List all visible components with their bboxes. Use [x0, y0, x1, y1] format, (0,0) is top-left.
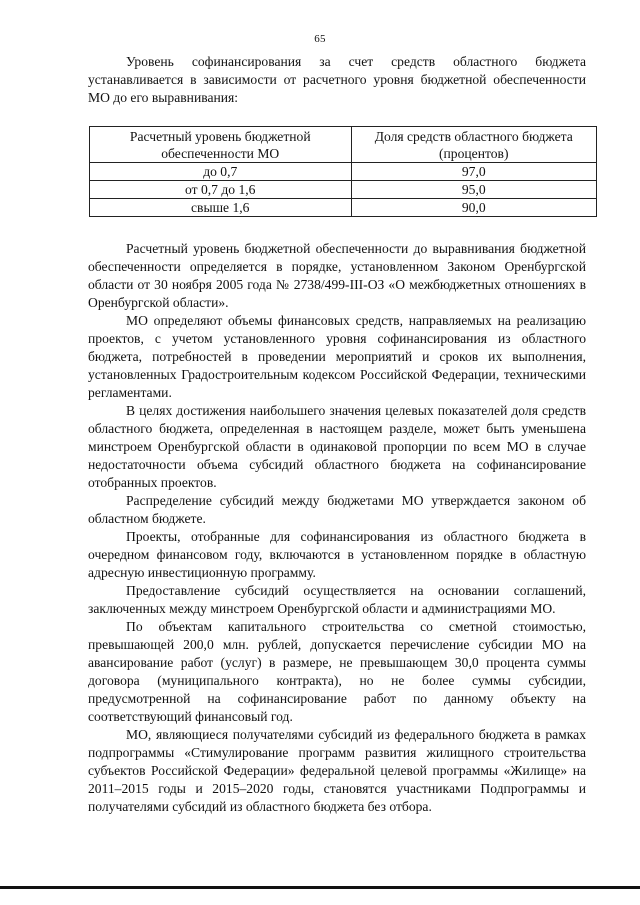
table-cell-level: свыше 1,6 [90, 199, 352, 217]
paragraph-advance-payment: По объектам капитального строительства со сметной стоимостью, превышающей 200,0 млн. рублей, допускается перечисление субсидии МО на авансирование работ (услуг) в размере, не превышающем 30,0 процента суммы договора (муниципального контракта), но не более суммы субсидии, предусмотренной на софинансирование работ по данному объекту на соответствующий финансовый год. [88, 619, 586, 724]
paragraph-distribution: Распределение субсидий между бюджетами МО утверждается законом об областном бюджете. [88, 493, 586, 526]
paragraph-share-reduction: В целях достижения наибольшего значения целевых показателей доля средств областного бюджета, определенная в настоящем разделе, может быть уменьшена минстроем Оренбургской области в одинаковой пропорции по всем МО в случае недостаточности объема субсидий областного бюджета на софинансирование отобранных проектов. [88, 403, 586, 490]
intro-block [88, 53, 586, 107]
table-row [90, 199, 597, 217]
body-text [88, 240, 586, 816]
table-cell-level: до 0,7 [90, 163, 352, 181]
header-regional-share: Доля средств областного бюджета (процентов) [351, 127, 597, 163]
paragraph-investment-program: Проекты, отобранные для софинансирования из областного бюджета в очередном финансовом году, включаются в установленном порядке в областную адресную инвестиционную программу. [88, 529, 586, 580]
table-cell-share: 90,0 [351, 199, 597, 217]
table-row [90, 163, 597, 181]
paragraph-federal-participants: МО, являющиеся получателями субсидий из федерального бюджета в рамках подпрограммы «Стимулирование программ развития жилищного строительства субъектов Российской Федерации» федеральной целевой программы «Жилище» на 2011–2015 годы и 2015–2020 годы, становятся участниками Подпрограммы и получателями субсидий из областного бюджета без отбора. [88, 727, 586, 814]
bottom-rule [0, 886, 640, 889]
table-cell-level: от 0,7 до 1,6 [90, 181, 352, 199]
table-cell-share: 95,0 [351, 181, 597, 199]
paragraph-agreements: Предоставление субсидий осуществляется на основании соглашений, заключенных между минстроем Оренбургской области и администрациями МО. [88, 583, 586, 616]
table-header-row [90, 127, 597, 163]
table-header [90, 127, 597, 163]
paragraph-budget-level-definition: Расчетный уровень бюджетной обеспеченности до выравнивания бюджетной обеспеченности определяется в порядке, установленном Законом Оренбургской области от 30 ноября 2005 года № 2738/499-III-ОЗ «О межбюджетных отношениях в Оренбургской области». [88, 241, 586, 310]
cofinancing-table [89, 126, 597, 217]
table-body [90, 163, 597, 217]
page-number: 65 [314, 33, 326, 45]
table-row [90, 181, 597, 199]
paragraph-funding-volumes: МО определяют объемы финансовых средств, направляемых на реализацию проектов, с учетом установленного уровня софинансирования из областного бюджета, потребностей в проведении мероприятий и сроков их выполнения, установленных Градостроительным кодексом Российской Федерации, техническими регламентами. [88, 313, 586, 400]
table-cell-share: 97,0 [351, 163, 597, 181]
header-budget-level: Расчетный уровень бюджетной обеспеченности МО [90, 127, 352, 163]
intro-paragraph: Уровень софинансирования за счет средств областного бюджета устанавливается в зависимости от расчетного уровня бюджетной обеспеченности МО до его выравнивания: [88, 54, 586, 105]
